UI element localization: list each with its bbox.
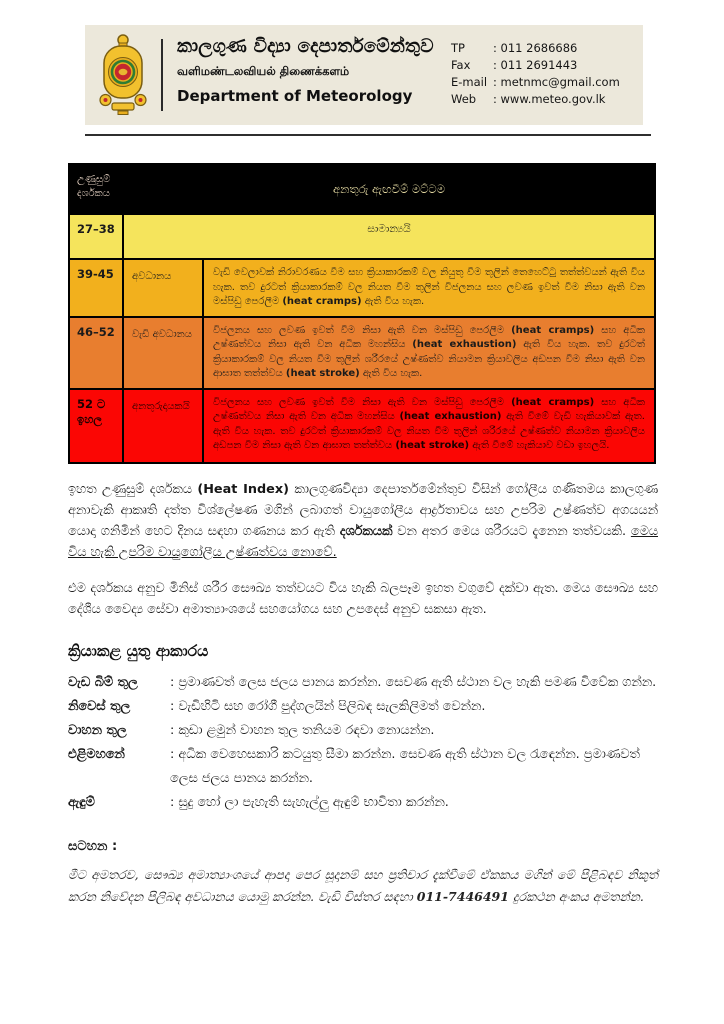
list-item <box>68 791 658 815</box>
contact-web <box>451 91 639 108</box>
table-row-danger <box>70 388 654 462</box>
actions-heading: ක්‍රියාකළ යුතු ආකාරය <box>68 641 209 660</box>
warning-description: විජලනය සහ ලවණ ඉවත් වීම නිසා ඇති වන මස්පිඩු පෙරලීම (heat cramps) සහ අධික උෂ්ණත්වය නිසා ඇති වන අධික මහන්සිය (heat exhaustion) ඇති වීමේ වැඩි හැකියාවක් ඇත. ඇති විය හැක. තව දුරටත් ක්‍රියාකාරකම් වල නියත වීම තුලින් ශරීරයේ උෂ්ණත්ව නියාමන ක්‍රියාවලිය අඩපන වීම නිසා ඇති වන ආඝාත තත්ත්වය (heat stroke) ඇති වීමේ හැකියාව වඩා ඉහලයි. <box>213 396 645 451</box>
note-heading: සටහන : <box>68 838 118 854</box>
warning-level-label: අනතුරුදායකයි <box>124 390 204 462</box>
letterhead-rule <box>85 134 651 136</box>
contact-phone <box>451 40 639 57</box>
contact-web-label: Web <box>451 92 477 106</box>
contact-fax-value: : 011 2691443 <box>493 58 578 72</box>
action-label-worksites: වැඩ බිම් තුල <box>68 674 138 690</box>
department-name-english: Department of Meteorology <box>177 87 413 105</box>
list-item <box>68 671 658 695</box>
table-row-extreme-caution <box>70 316 654 388</box>
paragraph-health-impact: එම දර්ශකය අනුව මිනිස් ශරීර සෞඛ්‍ය තත්වයට විය හැකි බලපෑම ඉහත වගුවේ දක්වා ඇත. මෙය සෞඛ්‍ය සහ දේශීය වෛද්‍ය සේවා අමාත්‍යාංශයේ සහයෝගය සහ උපදෙස් අනුව සකසා ඇත. <box>68 580 658 617</box>
list-item <box>68 695 658 719</box>
action-label-clothing: ඇඳුම් <box>68 794 95 810</box>
table-row-caution <box>70 258 654 316</box>
heat-index-range: 27–38 <box>70 215 124 258</box>
contact-fax <box>451 57 639 74</box>
action-label-outdoors: එළිමහනේ <box>68 746 125 762</box>
table-row-normal <box>70 213 654 258</box>
letterhead <box>85 25 643 125</box>
action-text-homes: : වැඩිහිටි සහ රෝගී පුද්ගලයින් පිලිබඳ සැලකිලිමත් වෙන්න. <box>170 698 486 714</box>
department-titles <box>163 25 451 125</box>
action-label-homes: නිවෙස් තුල <box>68 698 131 714</box>
contact-block <box>451 25 643 125</box>
heat-index-range: 39-45 <box>70 260 124 316</box>
action-text-clothing: : සුදු හෝ ලා පැහැති සැහැල්ලු ඇඳුම් භාවිතා කරන්න. <box>170 794 449 810</box>
contact-email-value: : metnmc@gmail.com <box>493 75 620 89</box>
warning-level-label: අවධානය <box>124 260 204 316</box>
paragraph-heat-index-explanation: ඉහත උණුසුම් දර්ශකය (Heat Index) කාලගුණවිද්‍යා දෙපාර්තමේන්තුව විසින් ගෝලීය ගණිතමය කාලගුණ අනාවැකි ආකෘති දත්ත විශ්ලේෂණ මගින් ලබාගත් වායුගෝලීය ආර්ද්‍රතාවය සහ උපරිම උෂ්ණත්ව අගයයන් යොදා ගනිමින් හෙට දිනය සඳහා ගණනය කර ඇති දර්ශකයක් වන අතර මෙය ශරීරයට දැනෙන තත්වයකි. මෙය විය හැකි උපරිම වායුගෝලීය උෂ්ණත්වය නොවේ. <box>68 481 658 560</box>
warning-level-label: වැඩි අවධානය <box>124 318 204 388</box>
list-item <box>68 743 658 791</box>
warning-description: සාමාන්‍යයි <box>367 223 411 235</box>
contact-email-label: E-mail <box>451 75 488 89</box>
document-body <box>68 479 658 908</box>
contact-phone-value: : 011 2686686 <box>493 41 578 55</box>
contact-web-value: : www.meteo.gov.lk <box>493 92 606 106</box>
list-item <box>68 719 658 743</box>
state-emblem-icon <box>97 32 149 118</box>
table-header-row <box>70 165 654 213</box>
contact-email <box>451 74 639 91</box>
department-name-tamil: வளிமண்டலவியல் திணைக்களம் <box>177 64 350 78</box>
warning-level-column-header: අනතුරු ඇඟවීම් මට්ටම <box>333 181 445 196</box>
department-name-sinhala: කාලගුණ විද්‍යා දෙපාර්තමේන්තුව <box>177 36 434 57</box>
contact-fax-label: Fax <box>451 58 471 72</box>
action-text-vehicles: : කුඩා ළමුන් වාහන තුල තනියම රඳවා නොයන්න. <box>170 722 435 738</box>
note-body: මීට අමතරව, සෞඛ්‍ය අමාත්‍යාංශයේ ආපදා පෙර සූදානම් සහ ප්‍රතිචාර දැක්වීමේ ඒකකය මගින් මේ පිළිබඳව නිකුත් කරන නිවේදන පිලිබඳ අවධානය යොමු කරන්න. වැඩි විස්තර සඳහා 011-7446491 දුරකථන අංකය අමතන්න. <box>68 866 658 904</box>
warning-description: විජලනය සහ ලවණ ඉවත් වීම නිසා ඇති වන මස්පිඩු පෙරලීම (heat cramps) සහ අධික උෂ්ණත්වය නිසා ඇති වන අධික මහන්සිය (heat exhaustion) ඇති විය හැක. තව දුරටත් ක්‍රියාකාරකම් වල නියත වීම තුලින් ශරීරයේ උෂ්ණත්ව නියාමන ක්‍රියාවලිය අඩපන වීම නිසා ඇති වන ආඝාත තත්ත්වය (heat stroke) ඇති විය හැක. <box>213 324 645 379</box>
contact-phone-label: TP <box>451 41 465 55</box>
action-label-vehicles: වාහන තුල <box>68 722 127 738</box>
heat-index-column-header: උණුසුම් දර්ශකය <box>77 174 111 199</box>
actions-list <box>68 671 658 815</box>
action-text-worksites: : ප්‍රමාණවත් ලෙස ජලය පානය කරන්න. සෙවණ ඇති ස්ථාන වල හැකි පමණ විවේක ගන්න. <box>170 674 657 690</box>
heat-index-range: 46–52 <box>70 318 124 388</box>
heat-index-range: 52 ට ඉහල <box>70 390 124 462</box>
department-logo <box>85 25 161 125</box>
warning-description: වැඩි වෙලාවක් නිරාවරණය වීම සහ ක්‍රියාකාරකම් වල නියුතු වීම තුලින් තෙහෙට්ටු තත්ත්වයන් ඇති විය හැක. තව දුරටත් ක්‍රියාකාරකම් වල නියත වීම තුලින් විජලනය සහ ලවණ ඉවත් වීම නිසා ඇති වන මස්පිඩු පෙරලීම (heat cramps) ඇති විය හැක. <box>213 267 645 307</box>
heat-index-table <box>68 163 656 464</box>
action-text-outdoors: : අධික වෙහෙසකාරි කටයුතු සීමා කරන්න. සෙවණ ඇති ස්ථාන වල රැඳෙන්න. ප්‍රමාණවත් ලෙස ජලය පානය කරන්න. <box>170 746 640 786</box>
